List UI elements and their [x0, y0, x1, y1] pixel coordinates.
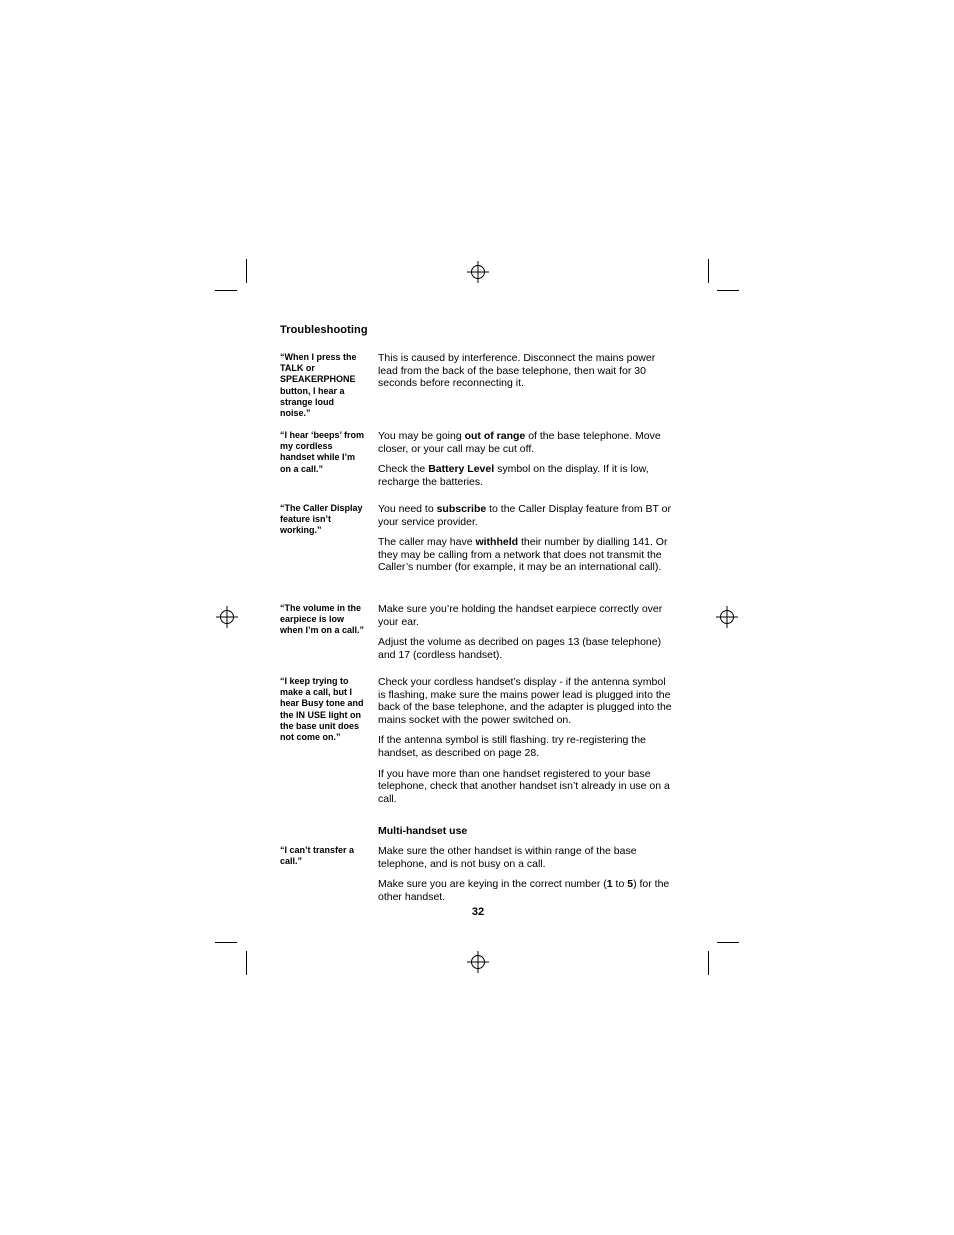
answer-paragraph: [378, 430, 676, 455]
faq-question: “The volume in the earpiece is low when I’m on a call.”: [280, 603, 365, 636]
body-text: Make sure the other handset is within range of the base telephone, and is not busy on a call.: [378, 845, 637, 870]
body-text: Make sure you’re holding the handset earpiece correctly over your ear.: [378, 603, 663, 628]
body-text: You may be going: [378, 430, 465, 442]
faq-answer: [378, 603, 676, 661]
answer-paragraph: [378, 734, 676, 759]
emphasis-text: withheld: [475, 536, 519, 549]
emphasis-text: Battery Level: [428, 463, 495, 476]
body-text: their number by dialling 141. Or they may be calling from a network that does not transmit the Caller’s number (for example, it may be an international call).: [378, 536, 668, 574]
faq-question: “I hear ‘beeps’ from my cordless handset while I’m on a call.”: [280, 430, 365, 474]
answer-paragraph: [378, 845, 676, 870]
answer-paragraph: [378, 503, 676, 528]
answer-paragraph: [378, 603, 676, 628]
body-text: You need to: [378, 503, 437, 515]
body-text: This is caused by interference. Disconnect the mains power lead from the back of the base telephone, then wait for 30 seconds before reconnecting it.: [378, 352, 656, 390]
body-text: Make sure you are keying in the correct number (: [378, 878, 607, 891]
crop-mark: [708, 951, 709, 975]
faq-question: “When I press the TALK or SPEAKERPHONE button, I hear a strange loud noise.”: [280, 352, 357, 419]
crop-mark: [717, 942, 739, 943]
answer-paragraph: [378, 636, 676, 661]
faq-answer: [378, 503, 676, 574]
faq-answer: [378, 676, 676, 805]
body-text: Check your cordless handset’s display - if the antenna symbol is flashing, make sure the mains power lead is plugged into the back of the base telephone, and the adapter is plugged into the mains socket with the power switched on.: [378, 676, 672, 726]
page-number: 32: [471, 906, 485, 918]
crop-mark: [215, 290, 237, 291]
answer-paragraph: [378, 768, 676, 806]
answer-paragraph: [378, 676, 676, 726]
answer-paragraph: [378, 352, 676, 390]
body-text: Check the: [378, 463, 429, 476]
emphasis-text: subscribe: [436, 503, 487, 515]
body-text: to: [612, 878, 628, 891]
body-text: ) for the other handset.: [378, 878, 670, 903]
emphasis-text: out of range: [464, 430, 526, 442]
registration-mark-icon: [216, 606, 238, 628]
answer-paragraph: [378, 463, 676, 488]
faq-answer: [378, 352, 676, 390]
crop-mark: [708, 259, 709, 283]
body-text: to the Caller Display feature from BT or your service provider.: [378, 503, 671, 528]
body-text: of the base telephone. Move closer, or your call may be cut off.: [378, 430, 661, 455]
body-text: The caller may have: [378, 536, 476, 549]
faq-question: “I keep trying to make a call, but I hear Busy tone and the IN USE light on the base unit does not come on.”: [280, 676, 364, 743]
body-text: If you have more than one handset registered to your base telephone, check that another handset isn’t already in use on a call.: [378, 767, 670, 805]
answer-paragraph: [378, 536, 676, 574]
faq-answer: [378, 845, 676, 903]
section-title: Troubleshooting: [280, 324, 368, 336]
emphasis-text: 5: [627, 878, 634, 891]
body-text: If the antenna symbol is still flashing. try re-registering the handset, as described on page 28.: [378, 734, 646, 759]
answer-paragraph: [378, 878, 676, 903]
faq-question: “The Caller Display feature isn’t working.”: [280, 503, 363, 536]
subsection-title: Multi-handset use: [378, 825, 468, 837]
registration-mark-icon: [716, 606, 738, 628]
crop-mark: [717, 290, 739, 291]
registration-mark-icon: [467, 951, 489, 973]
crop-mark: [246, 259, 247, 283]
crop-mark: [246, 951, 247, 975]
emphasis-text: 1: [606, 878, 613, 891]
crop-mark: [215, 942, 237, 943]
registration-mark-icon: [467, 261, 489, 283]
body-text: Adjust the volume as decribed on pages 13 (base telephone) and 17 (cordless handset).: [378, 636, 662, 661]
body-text: symbol on the display. If it is low, recharge the batteries.: [378, 463, 649, 488]
faq-question: “I can’t transfer a call.”: [280, 845, 355, 867]
faq-answer: [378, 430, 676, 488]
